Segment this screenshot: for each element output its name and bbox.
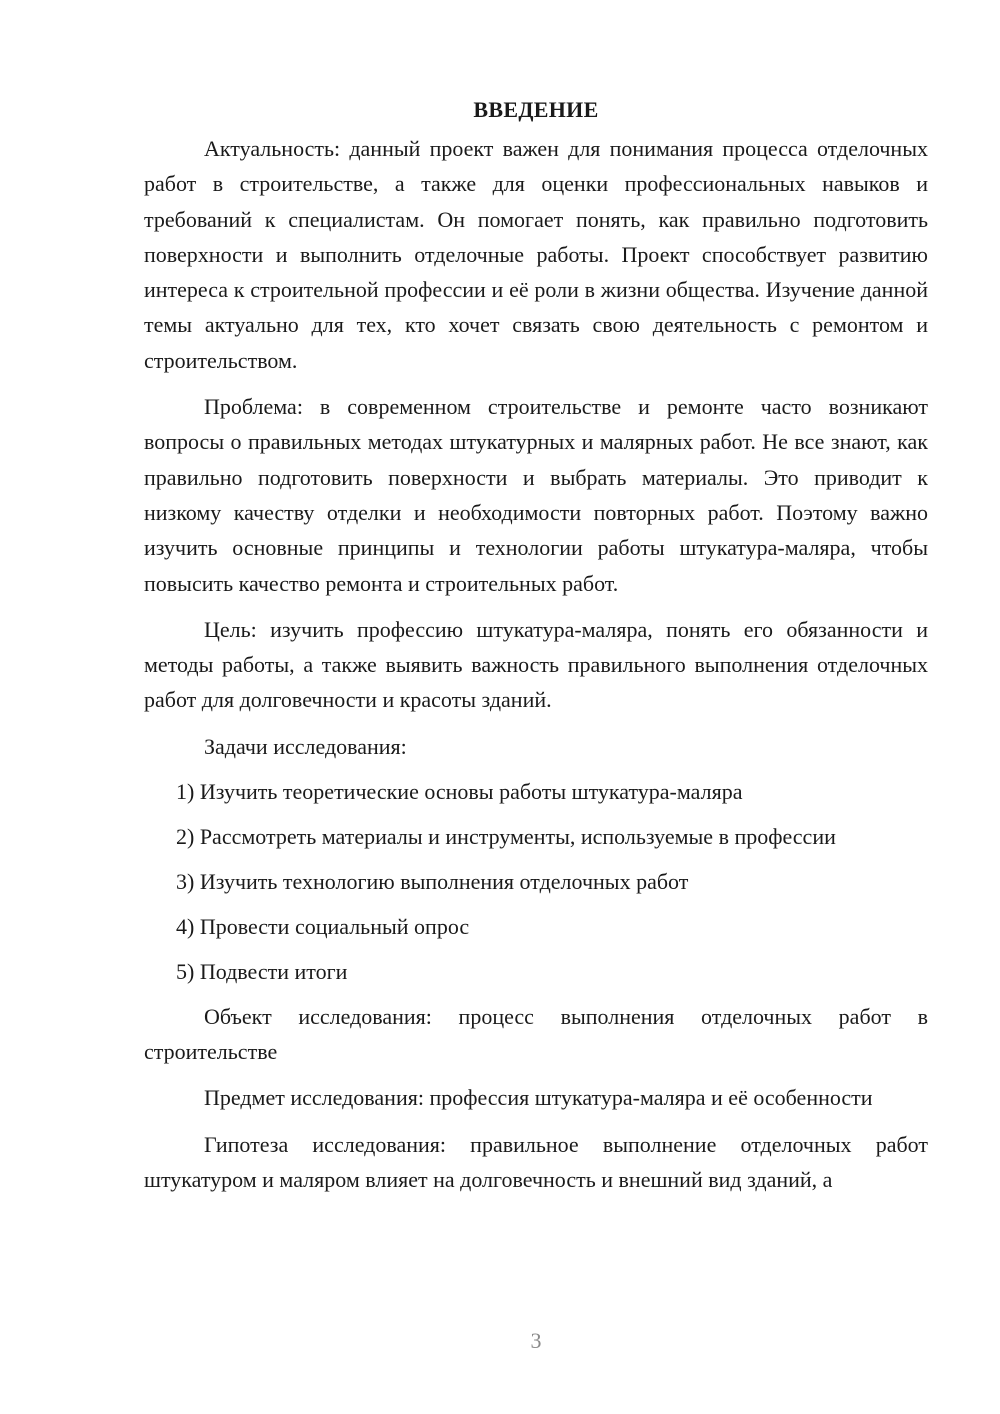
document-title: ВВЕДЕНИЕ (473, 97, 599, 122)
task-item: 3) Изучить технологию выполнения отделочных работ (176, 868, 689, 894)
document-page (144, 92, 928, 1208)
goal-paragraph: Цель: изучить профессию штукатура-маляра, понять его обязанности и методы работы, а также выявить важность правильного выполнения отделочных работ для долговечности и красоты зданий. (144, 616, 928, 713)
subject-paragraph: Предмет исследования: профессия штукатура-маляра и её особенности (204, 1085, 873, 1111)
page-number: 3 (530, 1328, 542, 1353)
task-item: 4) Провести социальный опрос (176, 913, 470, 939)
task-item: 1) Изучить теоретические основы работы штукатура-маляра (176, 778, 743, 804)
problem-paragraph: Проблема: в современном строительстве и ремонте часто возникают вопросы о правильных методах штукатурных и малярных работ. Не все знают, как правильно подготовить поверхности и выбрать материалы. Это приводит к низкому качеству отделки и необходимости повторных работ. Поэтому важно изучить основные принципы и технологии работы штукатура-маляра, чтобы повысить качество ремонта и строительных работ. (144, 394, 928, 596)
hypothesis-paragraph: Гипотеза исследования: правильное выполнение отделочных работ штукатуром и маляром влияет на долговечность и внешний вид зданий, а (144, 1131, 928, 1192)
task-item: 5) Подвести итоги (176, 958, 348, 984)
relevance-paragraph: Актуальность: данный проект важен для понимания процесса отделочных работ в строительстве, а также для оценки профессиональных навыков и требований к специалистам. Он помогает понять, как правильно подготовить поверхности и выполнить отделочные работы. Проект способствует развитию интереса к строительной профессии и её роли в жизни общества. Изучение данной темы актуально для тех, кто хочет связать свою деятельность с ремонтом и строительством. (144, 136, 928, 373)
tasks-heading: Задачи исследования: (204, 733, 407, 759)
task-item: 2) Рассмотреть материалы и инструменты, используемые в профессии (176, 823, 836, 849)
object-paragraph: Объект исследования: процесс выполнения отделочных работ в строительстве (144, 1003, 928, 1065)
task-list (144, 774, 928, 989)
